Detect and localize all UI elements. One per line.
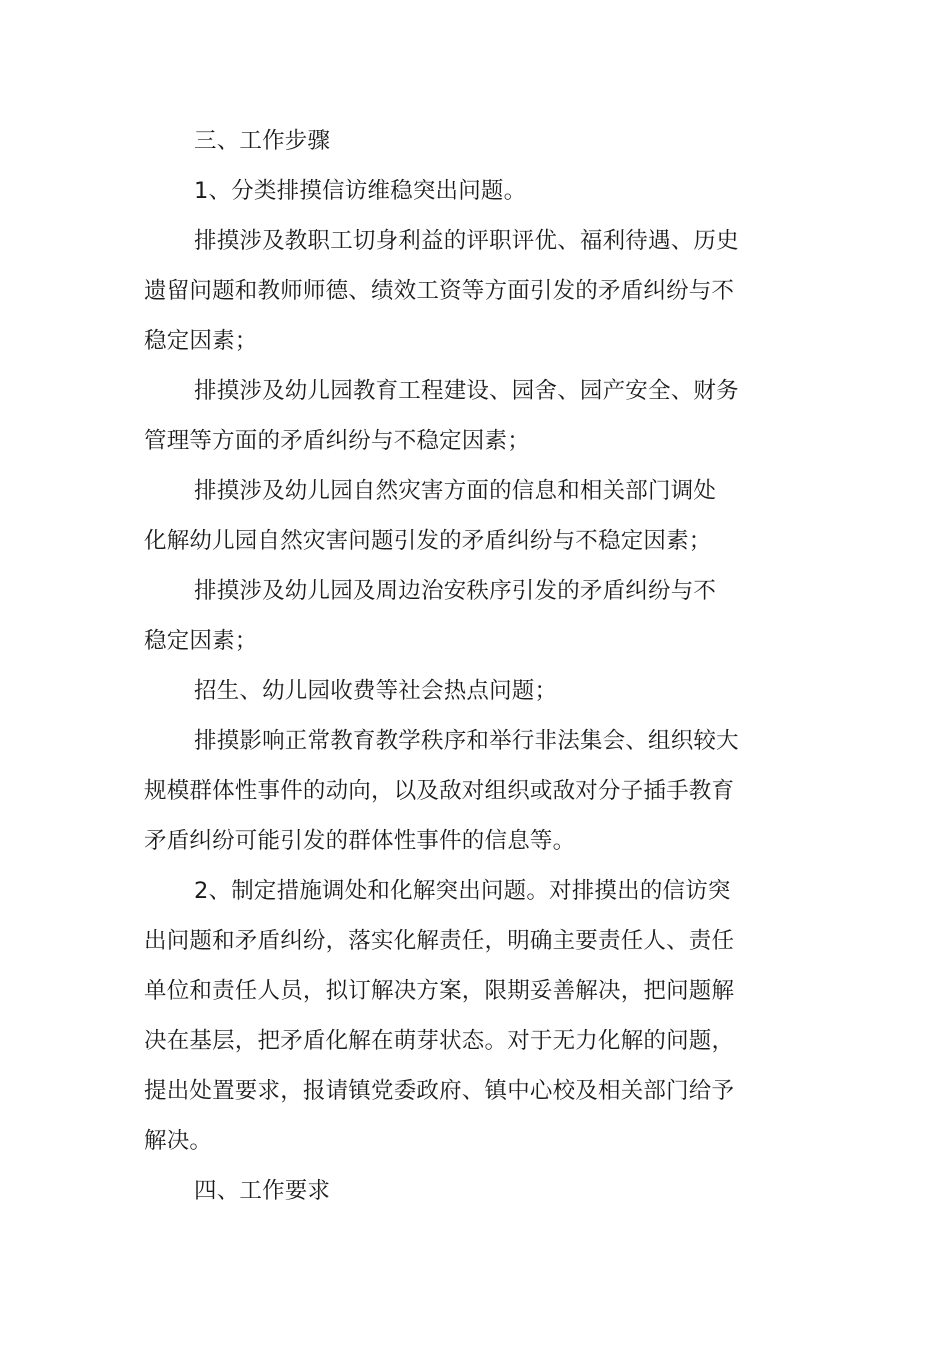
subheading-2: 2、制定措施调处和化解突出问题。对排摸出的信访突 [194, 878, 731, 904]
paragraph-line: 出问题和矛盾纠纷，落实化解责任，明确主要责任人、责任 [144, 928, 735, 954]
paragraph-line: 化解幼儿园自然灾害问题引发的矛盾纠纷与不稳定因素； [144, 528, 712, 554]
paragraph-line: 排摸涉及幼儿园及周边治安秩序引发的矛盾纠纷与不 [194, 578, 717, 604]
paragraph-line: 规模群体性事件的动向，以及敌对组织或敌对分子插手教育 [144, 778, 735, 804]
paragraph-line: 招生、幼儿园收费等社会热点问题； [194, 678, 558, 704]
paragraph-line: 排摸涉及幼儿园教育工程建设、园舍、园产安全、财务 [194, 378, 739, 404]
section-heading-work-steps: 三、工作步骤 [194, 128, 331, 154]
paragraph-line: 单位和责任人员，拟订解决方案，限期妥善解决，把问题解 [144, 978, 735, 1004]
paragraph-line: 矛盾纠纷可能引发的群体性事件的信息等。 [144, 828, 576, 854]
paragraph-line: 提出处置要求，报请镇党委政府、镇中心校及相关部门给予 [144, 1078, 735, 1104]
paragraph-line: 管理等方面的矛盾纠纷与不稳定因素； [144, 428, 530, 454]
paragraph-line: 排摸影响正常教育教学秩序和举行非法集会、组织较大 [194, 728, 739, 754]
paragraph-line: 排摸涉及教职工切身利益的评职评优、福利待遇、历史 [194, 228, 739, 254]
paragraph-line: 遗留问题和教师师德、绩效工资等方面引发的矛盾纠纷与不 [144, 278, 735, 304]
paragraph-line: 稳定因素； [144, 628, 258, 654]
section-heading-work-requirements: 四、工作要求 [194, 1178, 331, 1204]
paragraph-line: 决在基层，把矛盾化解在萌芽状态。对于无力化解的问题， [144, 1028, 735, 1054]
subheading-1: 1、分类排摸信访维稳突出问题。 [194, 178, 527, 204]
paragraph-line: 解决。 [144, 1128, 213, 1154]
paragraph-line: 稳定因素； [144, 328, 258, 354]
paragraph-line: 排摸涉及幼儿园自然灾害方面的信息和相关部门调处 [194, 478, 717, 504]
